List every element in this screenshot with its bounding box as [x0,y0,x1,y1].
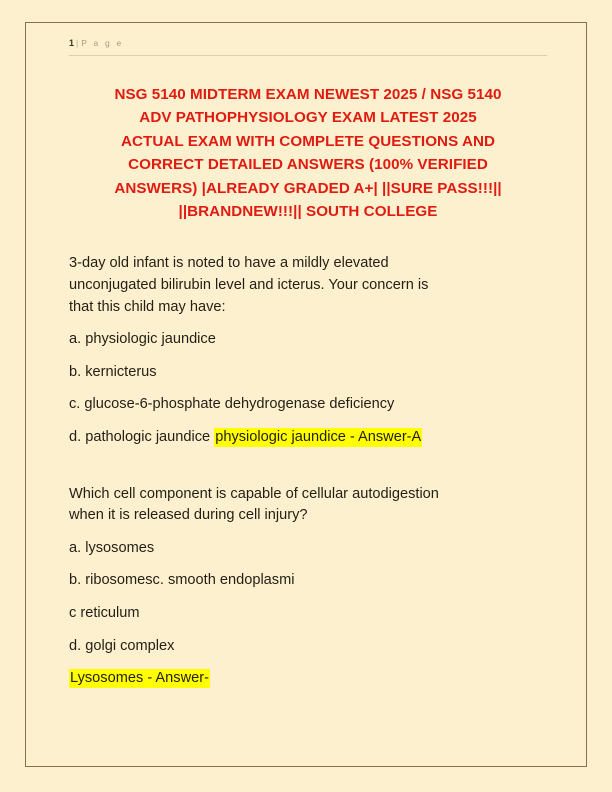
document-title [69,83,547,223]
title-line: ACTUAL EXAM WITH COMPLETE QUESTIONS AND [120,132,496,150]
question-stem [69,484,547,527]
answer-option [69,570,547,592]
title-line: CORRECT DETAILED ANSWERS (100% VERIFIED [128,156,488,174]
option-text: a. lysosomes [69,539,155,556]
option-text: d. pathologic jaundice [69,429,215,445]
option-text: b. kernicterus [69,363,157,380]
document-body [69,253,547,689]
highlighted-answer: Lysosomes - Answer- [70,670,209,687]
question-stem [69,253,547,318]
header-page-label: P a g e [81,38,124,48]
running-header [69,37,547,54]
option-text: c. glucose-6-phosphate dehydrogenase deficiency [69,396,395,413]
answer-option [69,394,547,416]
question-stem-line: that this child may have: [69,298,226,315]
page-content-area [69,37,547,701]
question-stem-line: Which cell component is capable of cellular autodigestion [69,485,439,502]
option-text: c reticulum [69,604,140,621]
answer-option [69,329,547,351]
question-stem-line: when it is released during cell injury? [69,507,308,524]
title-line: NSG 5140 MIDTERM EXAM NEWEST 2025 / NSG 5140 [114,86,502,103]
option-text: b. ribosomesc. smooth endoplasmi [69,572,295,589]
option-text: a. physiologic jaundice [69,331,216,348]
answer-option [69,427,547,449]
question-block [69,253,547,448]
answer-option [69,603,547,625]
question-block [69,484,547,690]
document-page [25,22,587,767]
page-number: 1 [69,38,75,48]
answer-option [69,636,547,658]
answer-option [69,538,547,560]
highlighted-answer: physiologic jaundice - Answer-A [215,429,422,445]
answer-line [69,668,547,690]
header-separator: | [76,38,79,48]
title-line: ADV PATHOPHYSIOLOGY EXAM LATEST 2025 [139,109,477,127]
section-spacer [69,460,547,484]
question-stem-line: 3-day old infant is noted to have a mildly elevated [69,255,389,272]
option-text: d. golgi complex [69,637,175,654]
header-divider [69,55,547,56]
answer-option [69,362,547,384]
title-line: ||BRANDNEW!!!|| SOUTH COLLEGE [178,203,438,221]
title-line: ANSWERS) |ALREADY GRADED A+| ||SURE PASS!!!|| [114,179,502,197]
question-stem-line: unconjugated bilirubin level and icterus. Your concern is [69,277,429,294]
